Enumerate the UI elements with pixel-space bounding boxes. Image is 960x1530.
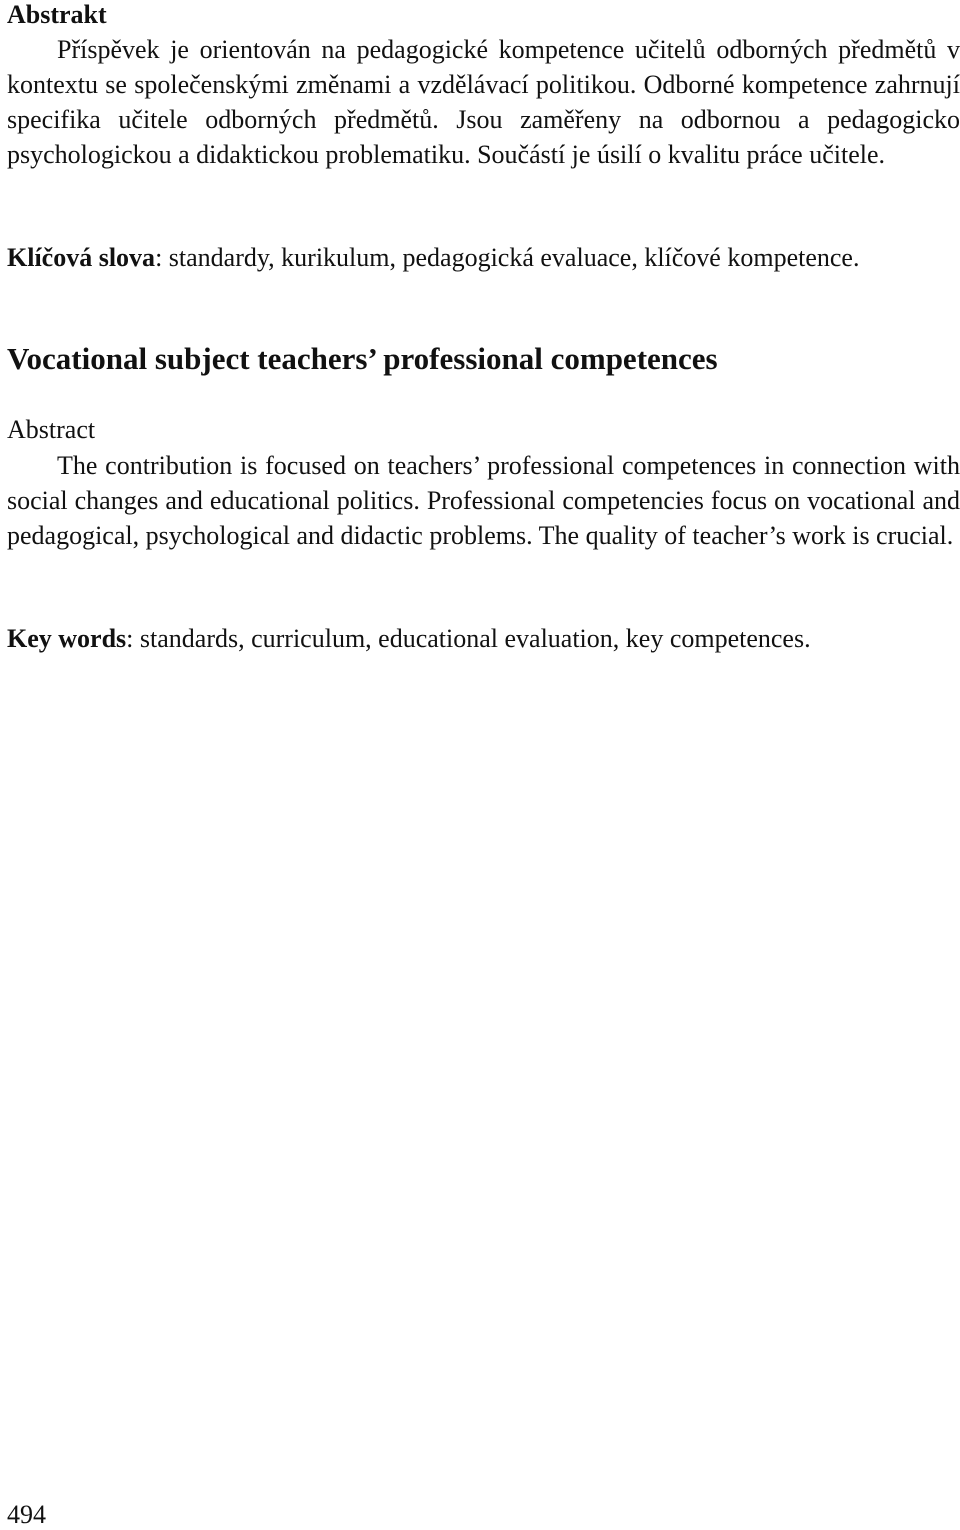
czech-keywords-label: Klíčová slova [7, 243, 156, 272]
czech-abstract-heading: Abstrakt [7, 0, 107, 29]
english-keywords [7, 621, 960, 656]
czech-keywords-text: : standardy, kurikulum, pedagogická evaluace, klíčové kompetence. [155, 243, 860, 272]
page-number: 494 [7, 1500, 46, 1529]
czech-keywords [7, 240, 960, 275]
czech-abstract-paragraph: Příspěvek je orientován na pedagogické kompetence učitelů odborných předmětů v kontextu se společenskými změnami a vzdělávací politikou. Odborné kompetence zahrnují specifika učitele odborných předmětů. Jsou zaměřeny na odbornou a pedagogicko psychologickou a didaktickou problematiku. Součástí je úsilí o kvalitu práce učitele. [7, 35, 960, 169]
english-title: Vocational subject teachers’ professional competences [7, 341, 718, 376]
english-keywords-text: : standards, curriculum, educational evaluation, key competences. [126, 624, 811, 653]
english-keywords-label: Key words [7, 624, 127, 653]
english-abstract-heading: Abstract [7, 415, 96, 444]
english-abstract-paragraph: The contribution is focused on teachers’ professional competences in connection with social changes and educational politics. Professional competencies focus on vocational and pedagogical, psychological and didactic problems. The quality of teacher’s work is crucial. [7, 451, 960, 550]
